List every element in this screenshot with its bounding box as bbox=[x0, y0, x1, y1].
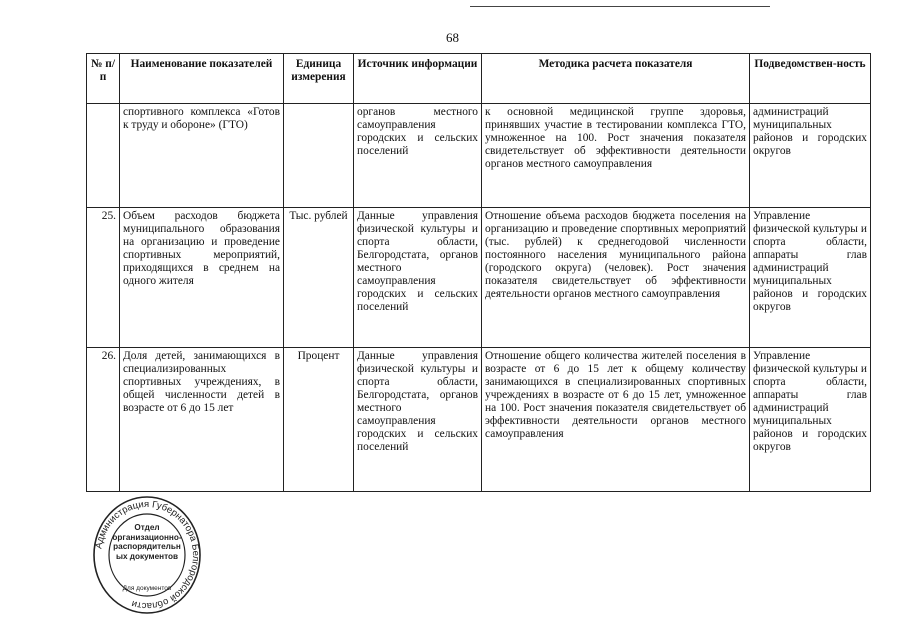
row-unit: Процент bbox=[284, 348, 354, 492]
header-num: № п/п bbox=[87, 54, 120, 104]
stamp-ring-text: Администрация Губернатора Белгородской области bbox=[93, 498, 202, 612]
table-row bbox=[87, 208, 871, 348]
table-row bbox=[87, 348, 871, 492]
row-name: спортивного комплекса «Готов к труду и обороне» (ГТО) bbox=[120, 104, 284, 208]
row-method: Отношение общего количества жителей поселения в возрасте от 6 до 15 лет к общему количеству занимающихся в специализированных спортивных учреждениях в возрасте от 6 до 15 лет, умноженное на 100. Рост значения показателя свидетельствует об эффективности деятельности органов местного самоуправления bbox=[482, 348, 750, 492]
top-rule bbox=[470, 6, 770, 7]
row-unit bbox=[284, 104, 354, 208]
header-name: Наименование показателей bbox=[120, 54, 284, 104]
row-method: Отношение объема расходов бюджета поселения на организацию и проведение спортивных мероприятий (тыс. рублей) к среднегодовой численности постоянного населения муниципального района (городского округа) (человек). Рост значения показателя свидетельствует об эффективности деятельности органов местного самоуправления bbox=[482, 208, 750, 348]
official-stamp-seal bbox=[92, 495, 202, 615]
row-name: Доля детей, занимающихся в специализированных спортивных учреждениях, в общей численности детей в возрасте от 6 до 15 лет bbox=[120, 348, 284, 492]
row-num bbox=[87, 104, 120, 208]
stamp-bottom-text: Для документов bbox=[122, 585, 172, 592]
header-subordinate: Подведомствен-ность bbox=[750, 54, 871, 104]
header-source: Источник информации bbox=[354, 54, 482, 104]
row-source: Данные управления физической культуры и спорта области, Белгородстата, органов местного самоуправления городских и сельских поселений bbox=[354, 208, 482, 348]
row-subordinate: Управление физической культуры и спорта области, аппараты глав администраций муниципальных районов и городских округов bbox=[750, 208, 871, 348]
row-method: к основной медицинской группе здоровья, принявших участие в тестировании комплекса ГТО, умноженное на 100. Рост значения показателя свидетельствует об эффективности деятельности органов местного самоуправления bbox=[482, 104, 750, 208]
stamp-center-text: Отдел организационно-распорядительных документов bbox=[112, 523, 182, 561]
row-subordinate: Управление физической культуры и спорта области, аппараты глав администраций муниципальных районов и городских округов bbox=[750, 348, 871, 492]
header-unit: Единица измерения bbox=[284, 54, 354, 104]
indicators-table bbox=[86, 53, 871, 492]
table-row bbox=[87, 104, 871, 208]
row-subordinate: администраций муниципальных районов и городских округов bbox=[750, 104, 871, 208]
row-num: 25. bbox=[87, 208, 120, 348]
table-header-row bbox=[87, 54, 871, 104]
row-num: 26. bbox=[87, 348, 120, 492]
row-source: Данные управления физической культуры и спорта области, Белгородстата, органов местного самоуправления городских и сельских поселений bbox=[354, 348, 482, 492]
page-number: 68 bbox=[446, 30, 459, 45]
header-method: Методика расчета показателя bbox=[482, 54, 750, 104]
row-source: органов местного самоуправления городских и сельских поселений bbox=[354, 104, 482, 208]
row-name: Объем расходов бюджета муниципального образования на организацию и проведение спортивных мероприятий, приходящихся в среднем на одного жителя bbox=[120, 208, 284, 348]
row-unit: Тыс. рублей bbox=[284, 208, 354, 348]
